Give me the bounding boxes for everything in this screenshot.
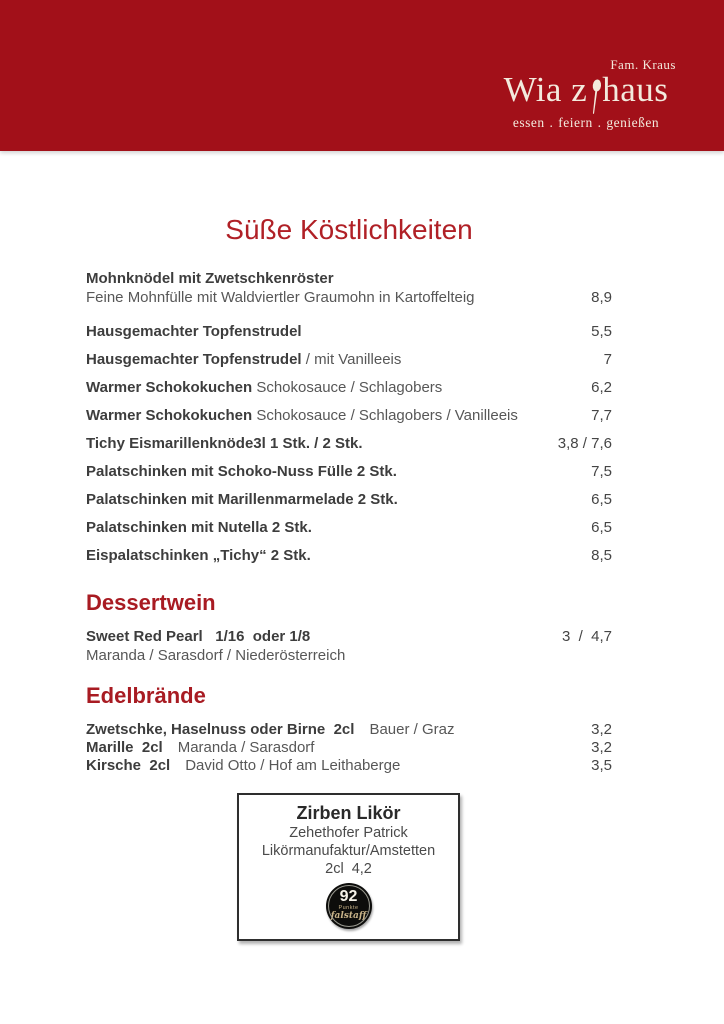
item-name: Marille 2cl — [86, 738, 163, 756]
menu-item — [86, 269, 612, 307]
item-name: Warmer Schokokuchen — [86, 378, 253, 396]
item-price: 3 / 4,7 — [561, 627, 612, 645]
menu-item — [86, 757, 612, 775]
menu-item — [86, 546, 612, 565]
item-name: Warmer Schokokuchen — [86, 406, 253, 424]
badge-points-label: Punkte — [338, 905, 359, 912]
item-name: Tichy Eismarillenknöde3l 1 Stk. / 2 Stk. — [86, 434, 363, 452]
item-name: Sweet Red Pearl 1/16 oder 1/8 — [86, 627, 311, 645]
item-price: 8,5 — [591, 546, 612, 564]
menu-item — [86, 739, 612, 757]
page-title: Süße Köstlichkeiten — [225, 214, 473, 245]
item-name: Palatschinken mit Marillenmarmelade 2 Stk. — [86, 490, 398, 508]
item-name: Mohnknödel mit Zwetschkenröster — [86, 269, 334, 287]
item-detail: Bauer / Graz — [369, 720, 455, 738]
item-price: 6,5 — [591, 518, 612, 536]
highlight-line: 2cl 4,2 — [325, 860, 372, 877]
item-detail: David Otto / Hof am Leithaberge — [185, 756, 401, 774]
section-heading-dessertwein: Dessertwein — [86, 589, 216, 615]
item-price: 8,9 — [591, 288, 612, 306]
item-detail: / mit Vanilleeis — [301, 350, 402, 368]
item-detail: Schokosauce / Schlagobers / Vanilleeis — [252, 406, 518, 424]
item-price: 6,5 — [591, 490, 612, 508]
item-description: Feine Mohnfülle mit Waldviertler Graumohn in Kartoffelteig — [86, 288, 475, 306]
family-name: Fam. Kraus — [610, 57, 676, 72]
item-price: 7,7 — [591, 406, 612, 424]
item-price: 5,5 — [591, 322, 612, 340]
item-price: 7,5 — [591, 462, 612, 480]
item-description: Maranda / Sarasdorf / Niederösterreich — [86, 646, 346, 664]
item-name: Hausgemachter Topfenstrudel — [86, 322, 302, 340]
badge-brand: falstaff — [330, 911, 367, 922]
menu-item — [86, 434, 612, 453]
item-detail: Schokosauce / Schlagobers — [252, 378, 443, 396]
item-name: Zwetschke, Haselnuss oder Birne 2cl — [86, 720, 355, 738]
section-heading-edelbraende: Edelbrände — [86, 682, 206, 708]
item-name: Eispalatschinken „Tichy“ 2 Stk. — [86, 546, 311, 564]
edelbraende-list — [86, 721, 612, 775]
dessertwein-list — [86, 627, 612, 665]
menu-item — [86, 490, 612, 509]
item-price: 3,5 — [591, 756, 612, 774]
menu-item — [86, 322, 612, 341]
highlight-line: Likörmanufaktur/Amstetten — [261, 842, 436, 859]
logo-wordmark — [496, 72, 676, 110]
item-name: Palatschinken mit Schoko-Nuss Fülle 2 Stk. — [86, 462, 397, 480]
menu-item — [86, 378, 612, 397]
item-name: Palatschinken mit Nutella 2 Stk. — [86, 518, 312, 536]
logo-text-pre: Wia z — [503, 70, 588, 109]
badge-points: 92 — [339, 888, 358, 906]
item-price: 3,2 — [591, 738, 612, 756]
item-price: 3,2 — [591, 720, 612, 738]
item-name: Hausgemachter Topfenstrudel — [86, 350, 302, 368]
menu-item — [86, 518, 612, 537]
item-detail: Maranda / Sarasdorf — [177, 738, 315, 756]
falstaff-badge — [326, 883, 372, 929]
logo-text-post: haus — [602, 70, 669, 109]
header-band — [0, 0, 724, 151]
menu-item — [86, 350, 612, 369]
item-price: 3,8 / 7,6 — [557, 434, 612, 452]
menu-item — [86, 406, 612, 425]
item-price: 6,2 — [591, 378, 612, 396]
menu-item — [86, 462, 612, 481]
item-price: 7 — [603, 350, 612, 368]
dessert-list — [86, 269, 612, 565]
highlight-line: Zehethofer Patrick — [289, 824, 408, 841]
item-name: Kirsche 2cl — [86, 756, 171, 774]
tagline: essen . feiern . genießen — [512, 115, 660, 130]
highlight-title: Zirben Likör — [296, 802, 401, 823]
menu-content — [0, 215, 724, 941]
restaurant-logo — [496, 56, 676, 131]
menu-item — [86, 627, 612, 646]
spoon-icon — [588, 77, 604, 116]
menu-item — [86, 721, 612, 739]
highlight-box — [237, 793, 460, 941]
